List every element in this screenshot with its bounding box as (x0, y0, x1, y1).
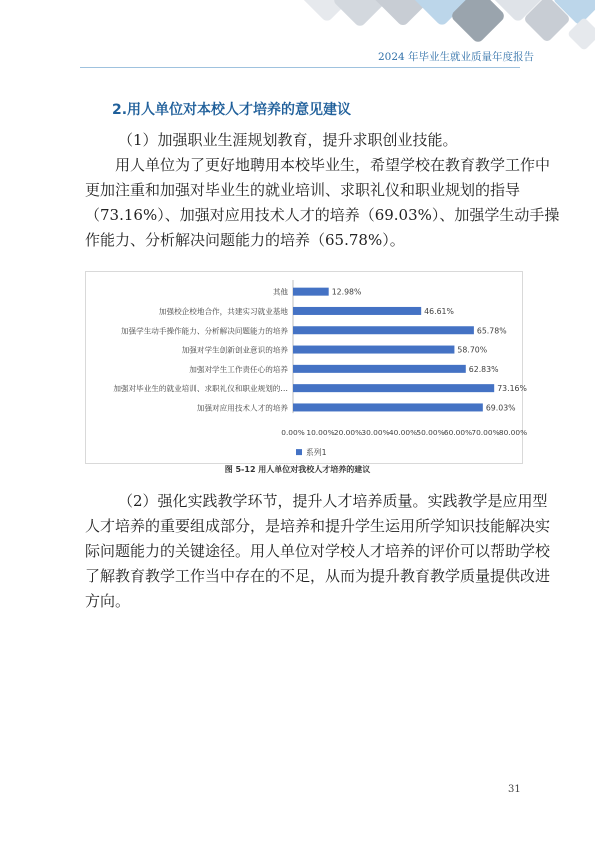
paragraph-line: 作能力、分析解决问题能力的培养（65.78%）。 (85, 231, 405, 249)
x-tick-label: 20.00% (333, 428, 363, 438)
bar (293, 346, 454, 354)
page-number: 31 (508, 784, 521, 795)
paragraph-line: （2）强化实践教学环节，提升人才培养质量。实践教学是应用型 (118, 492, 548, 510)
x-tick-label: 60.00% (443, 428, 473, 438)
paragraph-line: 际问题能力的关键途径。用人单位对学校人才培养的评价可以帮助学校 (85, 542, 551, 560)
bar (293, 384, 494, 392)
category-label: 其他 (272, 287, 288, 297)
category-label: 加强对学生创新创业意识的培养 (181, 345, 288, 355)
bar (293, 307, 421, 315)
x-tick-label: 50.00% (416, 428, 445, 438)
paragraph-line: 方向。 (85, 592, 131, 610)
data-label: 69.03% (485, 403, 516, 413)
paragraph-1 (85, 128, 560, 253)
paragraph-line: 了解教育教学工作当中存在的不足，从而为提升教育教学质量提供改进 (85, 567, 551, 585)
x-tick-label: 30.00% (361, 428, 390, 438)
figure-caption: 图 5-12 用人单位对我校人才培养的建议 (224, 465, 371, 474)
category-label: 加强学生动手操作能力、分析解决问题能力的培养 (120, 326, 288, 336)
category-label: 加强对应用技术人才的培养 (196, 403, 288, 413)
x-tick-label: 10.00% (306, 428, 335, 438)
x-tick-label: 40.00% (388, 428, 418, 438)
paragraph-line: 更加注重和加强对毕业生的就业培训、求职礼仪和职业规划的指导 (85, 181, 521, 199)
bar (293, 403, 483, 411)
bar (293, 326, 474, 334)
header-divider (80, 67, 520, 68)
report-title: 2024 年毕业生就业质量年度报告 (378, 51, 535, 63)
paragraph-2 (85, 489, 551, 614)
data-label: 46.61% (424, 306, 454, 316)
data-label: 62.83% (468, 364, 499, 374)
data-label: 58.70% (457, 345, 488, 355)
bar (293, 288, 329, 296)
data-label: 12.98% (331, 287, 362, 297)
category-label: 加强校企校地合作，共建实习就业基地 (158, 306, 288, 316)
data-label: 65.78% (476, 326, 507, 336)
category-label: 加强对学生工作责任心的培养 (189, 364, 288, 374)
bar-chart (85, 271, 528, 464)
x-tick-label: 70.00% (471, 428, 500, 438)
bar (293, 365, 466, 373)
category-label: 加强对毕业生的就业培训、求职礼仪和职业规划的… (113, 384, 288, 394)
legend-swatch (296, 449, 302, 455)
x-tick-label: 0.00% (281, 428, 305, 438)
bar-chart-svg (86, 272, 528, 463)
section-title: 2.用人单位对本校人才培养的意见建议 (112, 102, 352, 118)
paragraph-line: （73.16%）、加强对应用技术人才的培养（69.03%）、加强学生动手操 (85, 206, 560, 224)
x-tick-label: 80.00% (498, 428, 528, 438)
legend-label: 系列1 (306, 448, 327, 458)
paragraph-line: 人才培养的重要组成部分，是培养和提升学生运用所学知识技能解决实 (85, 517, 551, 535)
diamond-pattern (296, 0, 595, 51)
paragraph-line: 用人单位为了更好地聘用本校毕业生，希望学校在教育教学工作中 (115, 156, 551, 174)
data-label: 73.16% (497, 384, 527, 394)
paragraph-line: （1）加强职业生涯规划教育，提升求职创业技能。 (118, 131, 458, 149)
